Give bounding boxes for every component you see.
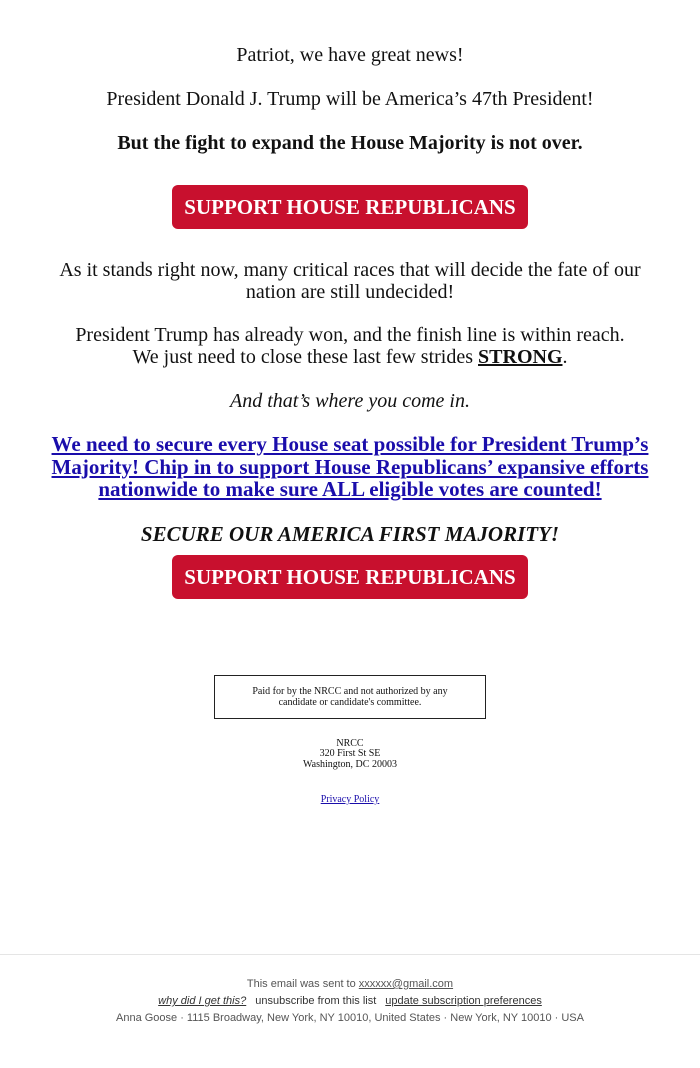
footer-links <box>0 994 700 1008</box>
cta-button-wrap-bottom <box>0 555 700 599</box>
sent-to-prefix: This email was sent to <box>246 978 359 990</box>
recipient-email-link[interactable]: xxxxxx@gmail.com <box>358 978 454 990</box>
support-button-bottom[interactable]: SUPPORT HOUSE REPUBLICANS <box>172 555 527 599</box>
secure-line: SECURE OUR AMERICA FIRST MAJORITY! <box>140 521 560 546</box>
org-name: NRCC <box>336 737 364 749</box>
announcement: President Donald J. Trump will be America’s 47th President! <box>106 88 594 110</box>
fight-line: But the fight to expand the House Majority is not over. <box>117 132 583 154</box>
footer-address: Anna Goose · 1115 Broadway, New York, NY 10010, United States · New York, NY 10010 · USA <box>116 1012 584 1024</box>
races-paragraph: As it stands right now, many critical races that will decide the fate of our nation are still undecided! <box>59 259 641 303</box>
greeting: Patriot, we have great news! <box>236 44 464 66</box>
won-paragraph <box>65 324 635 368</box>
disclaimer-text: Paid for by the NRCC and not authorized by any candidate or candidate's committee. <box>252 685 448 708</box>
strong-word: STRONG <box>478 346 563 368</box>
org-city: Washington, DC 20003 <box>303 758 397 770</box>
privacy-policy-link[interactable]: Privacy Policy <box>320 794 380 805</box>
paid-for-disclaimer <box>214 675 486 719</box>
won-text: President Trump has already won, and the finish line is within reach. We just need to close these last few strides <box>75 324 625 368</box>
org-address <box>0 739 700 771</box>
update-preferences-link[interactable]: update subscription preferences <box>385 995 542 1007</box>
cta-button-wrap-top <box>0 185 700 229</box>
come-in-line: And that’s where you come in. <box>230 390 470 412</box>
donate-link[interactable]: We need to secure every House seat possible for President Trump’s Majority! Chip in to support House Republicans’ expansive efforts nationwide to make sure ALL eligible votes are counted! <box>51 432 649 501</box>
why-did-i-get-this-link[interactable]: why did I get this? <box>158 995 247 1007</box>
won-period: . <box>562 346 568 368</box>
sent-to-line <box>0 977 700 991</box>
support-button-top[interactable]: SUPPORT HOUSE REPUBLICANS <box>172 185 527 229</box>
org-street: 320 First St SE <box>319 748 381 759</box>
unsubscribe-link[interactable]: unsubscribe from this list <box>255 995 377 1007</box>
email-footer <box>0 954 700 1068</box>
